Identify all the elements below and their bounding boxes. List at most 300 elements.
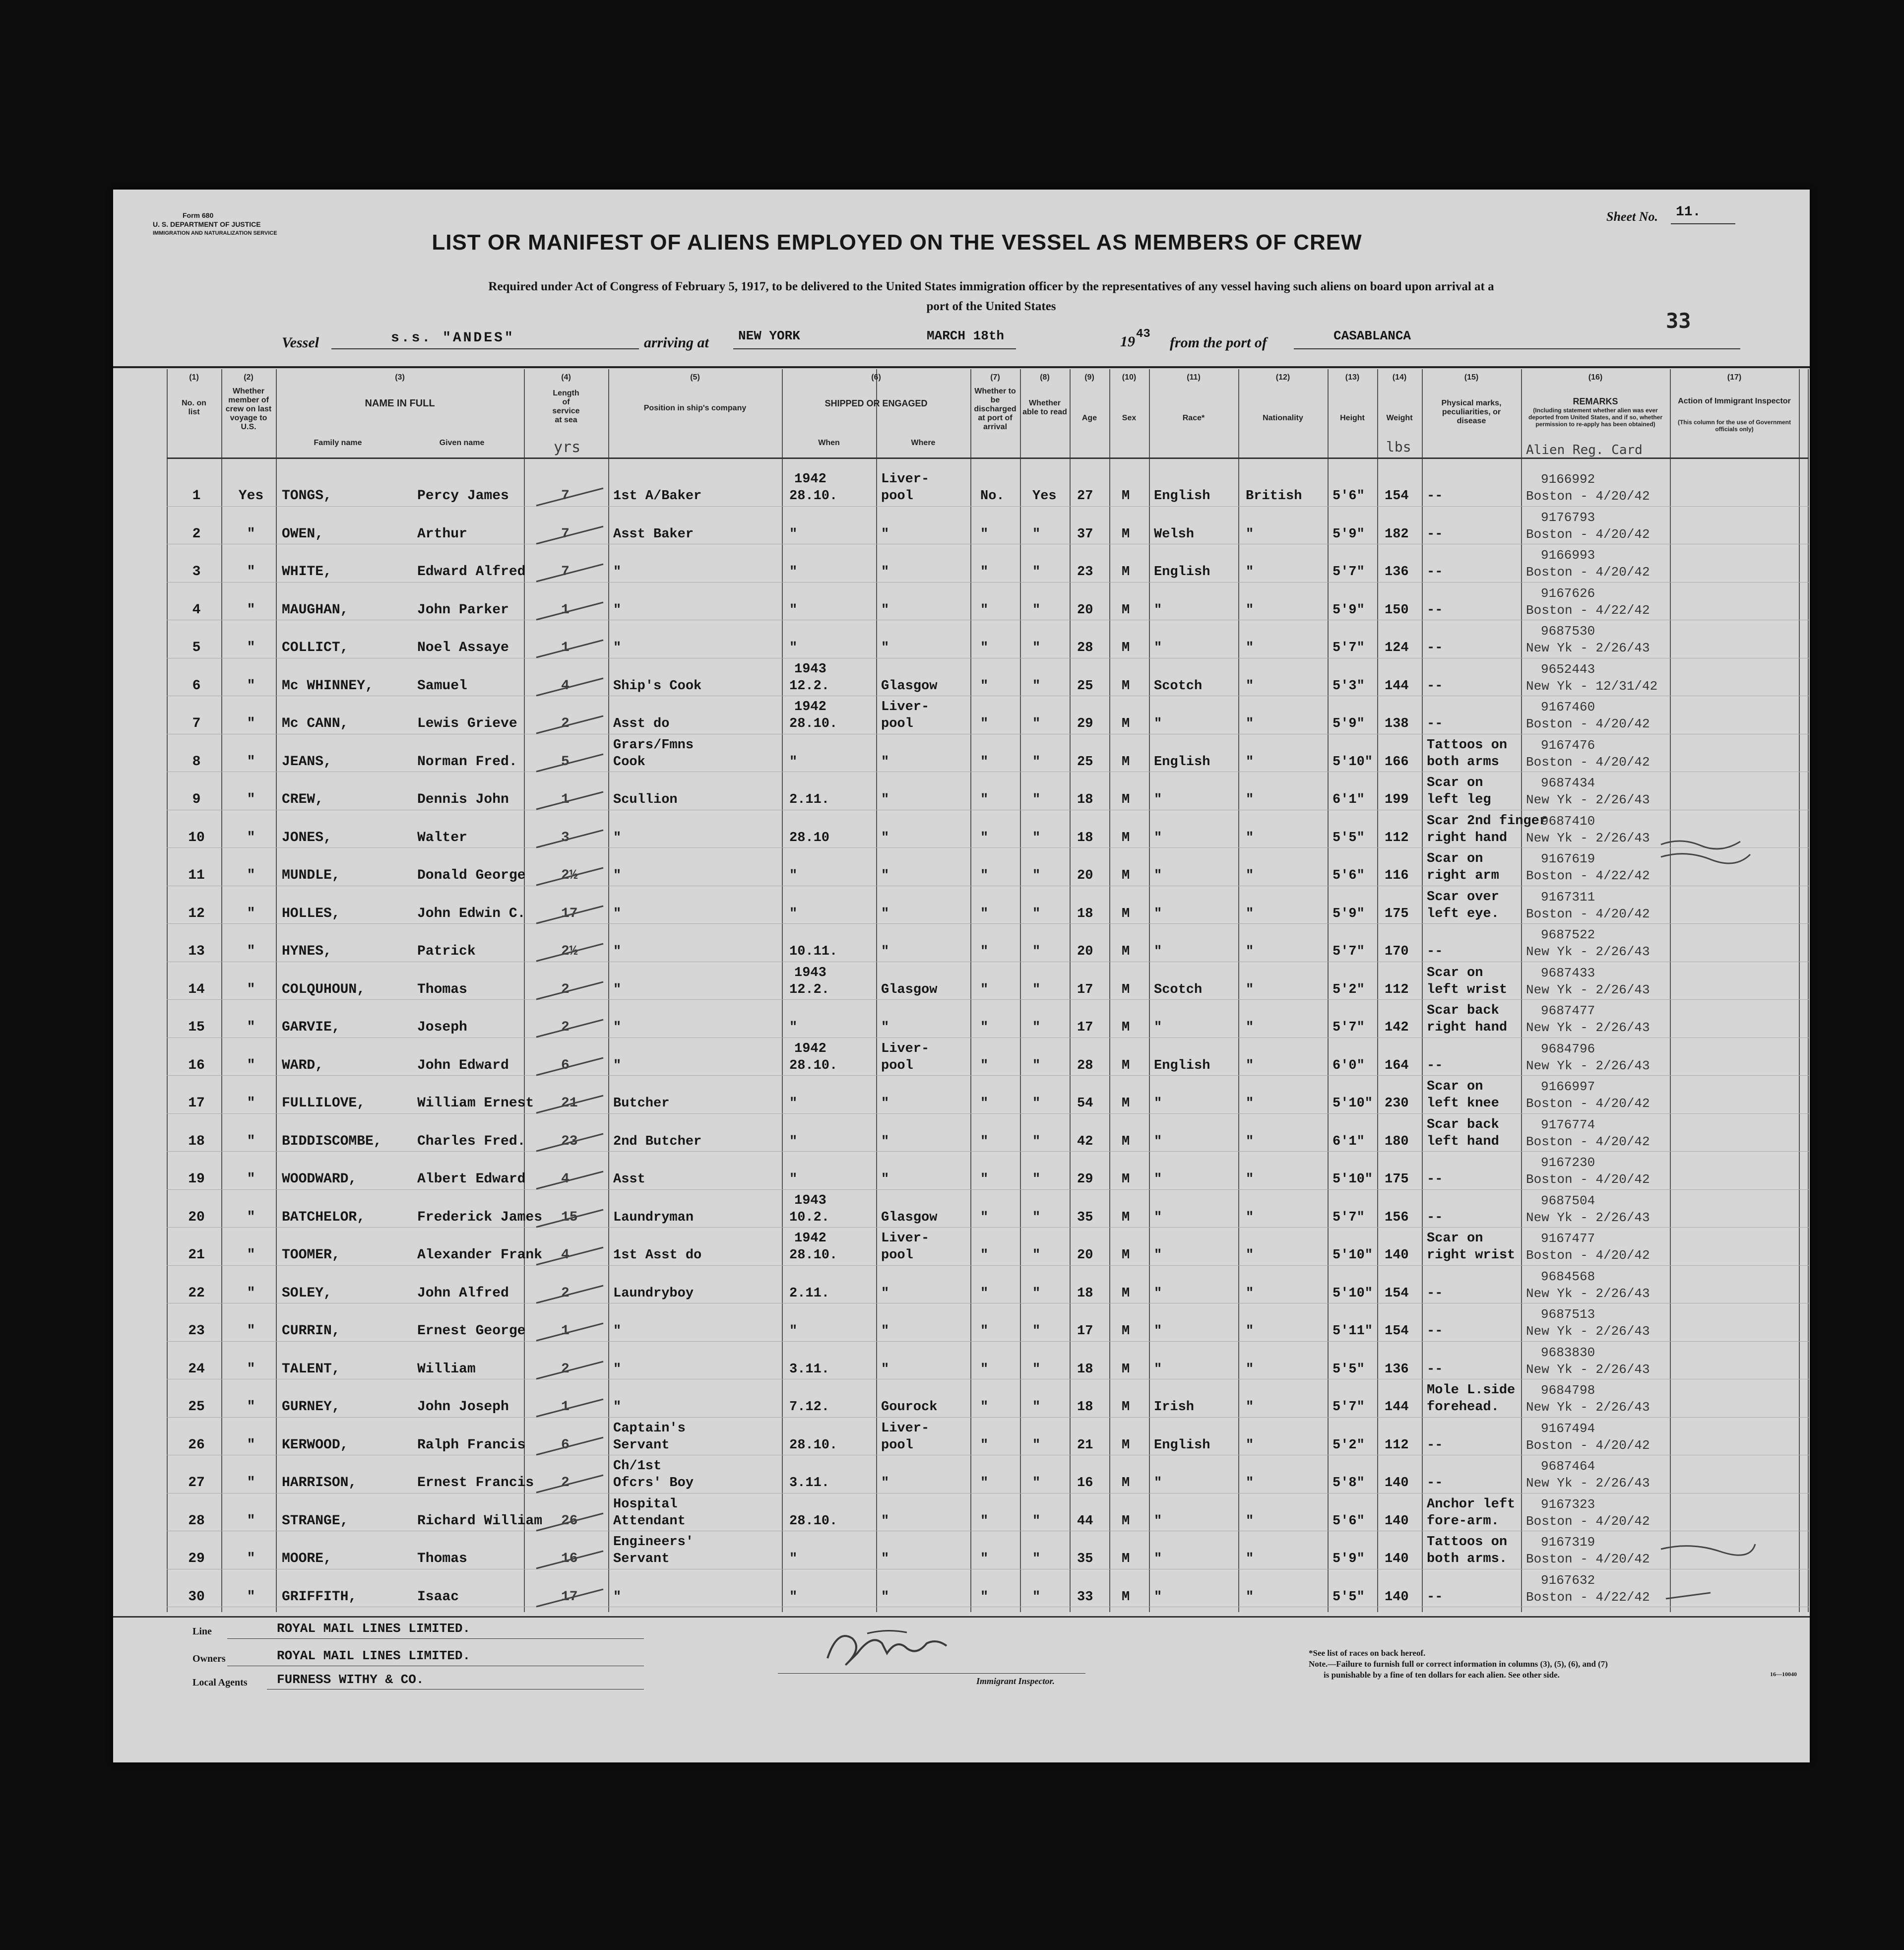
- form-subtitle-2: port of the United States: [926, 300, 1056, 313]
- cell-able-to-read: ": [1032, 1210, 1041, 1225]
- cell-shipped-when: 3.11.: [789, 1476, 830, 1491]
- cell-nationality: ": [1246, 1400, 1254, 1415]
- pencil-tick: [534, 1313, 608, 1343]
- form-number: Form 680: [183, 211, 214, 219]
- cell-sex: M: [1122, 754, 1130, 770]
- cell-able-to-read: ": [1032, 830, 1041, 845]
- cell-shipped-where: ": [881, 868, 889, 883]
- cell-family-name: KERWOOD,: [282, 1437, 349, 1453]
- from-port-label: from the port of: [1170, 334, 1267, 351]
- cell-physical-marks: left wrist: [1427, 982, 1508, 997]
- cell-shipped-where: pool: [881, 1058, 913, 1073]
- cell-discharged: No.: [980, 489, 1005, 504]
- cell-height: 5'2": [1333, 982, 1365, 997]
- cell-shipped-when: 2.11.: [789, 1286, 830, 1301]
- cell-shipped-when: ": [789, 1324, 798, 1339]
- cell-previous-voyage: ": [247, 1020, 255, 1035]
- col-4-num: (4): [561, 373, 571, 382]
- cell-age: 29: [1077, 716, 1093, 731]
- cell-able-to-read: ": [1032, 641, 1041, 655]
- cell-able-to-read: ": [1032, 602, 1041, 618]
- cell-weight: 144: [1385, 678, 1409, 694]
- cell-physical-marks: --: [1427, 716, 1443, 731]
- cell-row-number: 28: [188, 1513, 205, 1529]
- cell-shipped-where: ": [881, 565, 889, 580]
- cell-shipped-year: 1942: [794, 700, 826, 715]
- cell-alien-reg-card: 9166993: [1541, 548, 1595, 563]
- table-row: [167, 1038, 1809, 1076]
- year-suffix: 43: [1136, 327, 1150, 341]
- cell-nationality: ": [1246, 716, 1254, 731]
- cell-weight: 199: [1385, 792, 1409, 807]
- cell-given-name: John Parker: [417, 602, 509, 618]
- vessel-name: s.s. "ANDES": [391, 330, 515, 346]
- cell-alien-reg-card: 9167323: [1541, 1496, 1595, 1512]
- cell-discharged: ": [980, 526, 989, 542]
- cell-previous-voyage: ": [247, 754, 255, 770]
- cell-sex: M: [1122, 1513, 1130, 1529]
- cell-shipped-year: 1942: [794, 1231, 826, 1246]
- cell-age: 18: [1077, 906, 1093, 921]
- cell-remark: New Yk - 2/26/43: [1526, 641, 1650, 655]
- print-code: 16—10040: [1770, 1671, 1797, 1678]
- cell-shipped-where: ": [881, 754, 889, 770]
- cell-row-number: 20: [188, 1209, 205, 1225]
- cell-family-name: CURRIN,: [282, 1323, 340, 1339]
- cell-service-years: 2: [561, 981, 570, 997]
- cell-previous-voyage: ": [247, 944, 255, 959]
- cell-physical-marks: forehead.: [1427, 1400, 1499, 1415]
- cell-given-name: Patrick: [417, 944, 476, 959]
- arrival-port: NEW YORK: [738, 328, 800, 343]
- cell-sex: M: [1122, 1437, 1130, 1453]
- pencil-tick: [534, 934, 608, 964]
- cell-given-name: Isaac: [417, 1589, 459, 1605]
- cell-given-name: Joseph: [417, 1020, 467, 1035]
- cell-shipped-where: ": [881, 1286, 889, 1301]
- cell-race: ": [1154, 641, 1162, 655]
- cell-physical-marks: --: [1427, 1058, 1443, 1073]
- cell-sex: M: [1122, 678, 1130, 694]
- cell-given-name: Thomas: [417, 981, 467, 997]
- cell-remark: Boston - 4/20/42: [1526, 1134, 1650, 1149]
- table-row: [167, 583, 1809, 621]
- table-row: [167, 507, 1809, 545]
- cell-nationality: ": [1246, 641, 1254, 655]
- cell-remark: New Yk - 2/26/43: [1526, 982, 1650, 997]
- cell-height: 5'9": [1333, 526, 1365, 542]
- cell-physical-marks: --: [1427, 602, 1443, 618]
- cell-able-to-read: ": [1032, 754, 1041, 770]
- cell-physical-marks-top: Scar back: [1427, 1003, 1499, 1018]
- cell-given-name: Arthur: [417, 526, 467, 542]
- cell-able-to-read: ": [1032, 1552, 1041, 1566]
- cell-row-number: 15: [188, 1020, 205, 1035]
- cell-able-to-read: Yes: [1032, 489, 1057, 504]
- cell-nationality: ": [1246, 1437, 1254, 1453]
- cell-previous-voyage: ": [247, 868, 255, 883]
- cell-shipped-where: Glasgow: [881, 678, 938, 694]
- cell-able-to-read: ": [1032, 1513, 1041, 1529]
- col-14-header: Weight: [1386, 414, 1413, 422]
- cell-family-name: BATCHELOR,: [282, 1209, 366, 1225]
- owners-label: Owners: [192, 1653, 226, 1664]
- arriving-label: arriving at: [644, 334, 709, 351]
- cell-family-name: WARD,: [282, 1057, 324, 1073]
- cell-discharged: ": [980, 565, 989, 580]
- cell-age: 35: [1077, 1552, 1093, 1566]
- cell-age: 18: [1077, 792, 1093, 807]
- cell-given-name: Ralph Francis: [417, 1437, 526, 1453]
- cell-physical-marks: left eye.: [1427, 906, 1499, 921]
- col-6-where: Where: [911, 439, 936, 447]
- cell-shipped-where: Glasgow: [881, 1210, 938, 1225]
- pencil-tick: [534, 1428, 608, 1457]
- cell-position: ": [613, 982, 622, 997]
- col-6-num: (6): [871, 373, 881, 382]
- vessel-label: Vessel: [282, 334, 319, 351]
- cell-shipped-where: Glasgow: [881, 982, 938, 997]
- cell-age: 25: [1077, 678, 1093, 694]
- cell-height: 6'0": [1333, 1058, 1365, 1073]
- cell-previous-voyage: ": [247, 1209, 255, 1225]
- col-16-extra: Alien Reg. Card: [1526, 443, 1643, 457]
- cell-family-name: Mc CANN,: [282, 716, 349, 731]
- cell-discharged: ": [980, 602, 989, 618]
- cell-family-name: GURNEY,: [282, 1399, 340, 1415]
- col-14-unit: lbs: [1386, 439, 1411, 455]
- cell-service-years: 2: [561, 1361, 570, 1377]
- cell-height: 5'10": [1333, 1248, 1373, 1263]
- cell-row-number: 14: [188, 981, 205, 997]
- cell-shipped-when: ": [789, 1020, 798, 1035]
- cell-given-name: Noel Assaye: [417, 640, 509, 655]
- col-8-header: Whether able to read: [1022, 399, 1067, 416]
- cell-shipped-where: ": [881, 906, 889, 921]
- cell-weight: 140: [1385, 1552, 1409, 1566]
- sheet-label: Sheet No.: [1606, 209, 1658, 224]
- cell-sex: M: [1122, 1589, 1130, 1605]
- cell-alien-reg-card: 9166992: [1541, 472, 1595, 487]
- cell-position: Cook: [613, 754, 645, 770]
- col-15-header: Physical marks, peculiarities, or disease: [1441, 399, 1502, 425]
- cell-position: ": [613, 1589, 622, 1605]
- cell-alien-reg-card: 9167477: [1541, 1231, 1595, 1246]
- cell-shipped-where: pool: [881, 1248, 913, 1263]
- cell-race: ": [1154, 1172, 1162, 1187]
- cell-service-years: 7: [561, 564, 570, 580]
- cell-nationality: ": [1246, 906, 1254, 921]
- cell-race: ": [1154, 944, 1162, 959]
- cell-race: ": [1154, 868, 1162, 883]
- cell-sex: M: [1122, 1096, 1130, 1111]
- cell-service-years: 7: [561, 526, 570, 542]
- cell-weight: 175: [1385, 906, 1409, 921]
- cell-race: ": [1154, 1286, 1162, 1301]
- col-17-num: (17): [1727, 373, 1742, 382]
- cell-previous-voyage: ": [247, 906, 255, 921]
- cell-height: 5'5": [1333, 830, 1365, 845]
- cell-position: 2nd Butcher: [613, 1134, 702, 1149]
- cell-shipped-when: ": [789, 906, 798, 921]
- pencil-tick: [534, 858, 608, 888]
- cell-weight: 138: [1385, 716, 1409, 731]
- cell-physical-marks: left hand: [1427, 1134, 1499, 1149]
- cell-previous-voyage: ": [247, 716, 255, 731]
- pencil-tick: [534, 592, 608, 622]
- pencil-tick: [534, 972, 608, 1002]
- col-11-header: Race*: [1182, 414, 1205, 422]
- cell-alien-reg-card: 9167460: [1541, 700, 1595, 715]
- pencil-tick: [534, 1352, 608, 1381]
- cell-physical-marks: --: [1427, 1210, 1443, 1225]
- col-10-num: (10): [1122, 373, 1137, 382]
- cell-alien-reg-card: 9687410: [1541, 813, 1595, 829]
- cell-discharged: ": [980, 1286, 989, 1301]
- cell-discharged: ": [980, 1324, 989, 1339]
- cell-able-to-read: ": [1032, 1362, 1041, 1377]
- cell-weight: 136: [1385, 1362, 1409, 1377]
- cell-sex: M: [1122, 716, 1130, 731]
- cell-able-to-read: ": [1032, 1020, 1041, 1035]
- pencil-tick: [534, 1086, 608, 1115]
- cell-able-to-read: ": [1032, 526, 1041, 542]
- cell-shipped-where: Gourock: [881, 1400, 938, 1415]
- cell-remark: New Yk - 2/26/43: [1526, 1020, 1650, 1035]
- cell-nationality: ": [1246, 1210, 1254, 1225]
- cell-discharged: ": [980, 1020, 989, 1035]
- cell-age: 21: [1077, 1437, 1093, 1453]
- cell-height: 5'3": [1333, 678, 1365, 694]
- cell-alien-reg-card: 9167230: [1541, 1155, 1595, 1170]
- cell-row-number: 22: [188, 1285, 205, 1301]
- col-13-num: (13): [1345, 373, 1360, 382]
- cell-position: ": [613, 1400, 622, 1415]
- cell-age: 35: [1077, 1210, 1093, 1225]
- cell-weight: 180: [1385, 1134, 1409, 1149]
- cell-nationality: ": [1246, 944, 1254, 959]
- cell-nationality: ": [1246, 792, 1254, 807]
- cell-sex: M: [1122, 1362, 1130, 1377]
- cell-nationality: ": [1246, 1513, 1254, 1529]
- cell-weight: 112: [1385, 830, 1409, 845]
- cell-height: 5'8": [1333, 1476, 1365, 1491]
- cell-service-years: 23: [561, 1133, 578, 1149]
- cell-race: ": [1154, 602, 1162, 618]
- cell-race: ": [1154, 1248, 1162, 1263]
- cell-previous-voyage: ": [247, 1399, 255, 1415]
- cell-age: 25: [1077, 754, 1093, 770]
- cell-position: 1st Asst do: [613, 1248, 702, 1263]
- col-7-header: Whether to be discharged at port of arrival: [974, 387, 1016, 431]
- pencil-tick: [534, 820, 608, 850]
- cell-remark: New Yk - 2/26/43: [1526, 944, 1650, 959]
- cell-row-number: 13: [188, 944, 205, 959]
- cell-shipped-where: ": [881, 830, 889, 845]
- cell-race: ": [1154, 906, 1162, 921]
- cell-sex: M: [1122, 1172, 1130, 1187]
- cell-nationality: ": [1246, 526, 1254, 542]
- cell-previous-voyage: Yes: [238, 488, 264, 504]
- cell-position: Ofcrs' Boy: [613, 1476, 694, 1491]
- cell-position: ": [613, 1020, 622, 1035]
- col-17-note: (This column for the use of Government officials only): [1677, 419, 1791, 433]
- col-15-num: (15): [1464, 373, 1479, 382]
- cell-able-to-read: ": [1032, 1248, 1041, 1263]
- cell-shipped-where: ": [881, 526, 889, 542]
- col-14-num: (14): [1392, 373, 1407, 382]
- cell-shipped-when: 28.10.: [789, 1248, 838, 1263]
- cell-previous-voyage: ": [247, 1171, 255, 1187]
- col-4-header: Length of service at sea: [552, 389, 580, 424]
- cell-shipped-where-top: Liver-: [881, 472, 930, 487]
- table-row: [167, 1303, 1809, 1342]
- cell-remark: New Yk - 2/26/43: [1526, 1362, 1650, 1377]
- col-6-header: SHIPPED OR ENGAGED: [825, 398, 928, 408]
- cell-physical-marks-top: Scar on: [1427, 851, 1483, 866]
- table-row: [167, 1531, 1809, 1569]
- pencil-tick: [534, 782, 608, 812]
- cell-previous-voyage: ": [247, 1551, 255, 1566]
- cell-previous-voyage: ": [247, 981, 255, 997]
- cell-position: ": [613, 830, 622, 845]
- pencil-tick: [534, 1162, 608, 1191]
- cell-weight: 182: [1385, 526, 1409, 542]
- cell-shipped-when: ": [789, 526, 798, 542]
- cell-nationality: ": [1246, 1248, 1254, 1263]
- cell-shipped-where-top: Liver-: [881, 1041, 930, 1056]
- cell-sex: M: [1122, 526, 1130, 542]
- cell-shipped-when: ": [789, 641, 798, 655]
- cell-discharged: ": [980, 678, 989, 694]
- cell-nationality: ": [1246, 1589, 1254, 1605]
- cell-race: ": [1154, 1324, 1162, 1339]
- cell-service-years: 2: [561, 1020, 570, 1035]
- cell-weight: 154: [1385, 1286, 1409, 1301]
- cell-position: ": [613, 602, 622, 618]
- pencil-tick: [534, 478, 608, 508]
- cell-height: 5'9": [1333, 906, 1365, 921]
- cell-alien-reg-card: 9167494: [1541, 1421, 1595, 1436]
- cell-alien-reg-card: 9176774: [1541, 1117, 1595, 1132]
- cell-physical-marks: both arms: [1427, 754, 1499, 770]
- cell-given-name: William Ernest: [417, 1096, 534, 1111]
- pencil-tick: [534, 1465, 608, 1495]
- cell-family-name: WHITE,: [282, 564, 332, 580]
- cell-alien-reg-card: 9683830: [1541, 1345, 1595, 1360]
- year-prefix: 19: [1120, 333, 1135, 350]
- cell-previous-voyage: ": [247, 640, 255, 655]
- col-3-family: Family name: [314, 439, 362, 447]
- cell-sex: M: [1122, 1134, 1130, 1149]
- cell-given-name: Walter: [417, 830, 467, 845]
- cell-nationality: ": [1246, 1324, 1254, 1339]
- cell-physical-marks-top: Mole L.side: [1427, 1383, 1516, 1398]
- cell-given-name: Samuel: [417, 678, 467, 694]
- cell-shipped-year: 1943: [794, 661, 826, 677]
- cell-physical-marks: right hand: [1427, 830, 1508, 845]
- pencil-tick: [534, 706, 608, 736]
- cell-able-to-read: ": [1032, 678, 1041, 694]
- cell-remark: New Yk - 2/26/43: [1526, 1476, 1650, 1491]
- cell-position: Laundryboy: [613, 1286, 694, 1301]
- cell-weight: 164: [1385, 1058, 1409, 1073]
- cell-service-years: 2: [561, 1475, 570, 1491]
- cell-age: 17: [1077, 982, 1093, 997]
- cell-height: 5'5": [1333, 1362, 1365, 1377]
- cell-race: ": [1154, 1096, 1162, 1111]
- cell-shipped-when: 28.10: [789, 830, 830, 845]
- cell-discharged: ": [980, 1437, 989, 1453]
- cell-family-name: MAUGHAN,: [282, 602, 349, 618]
- cell-given-name: Frederick James: [417, 1209, 543, 1225]
- cell-shipped-where-top: Liver-: [881, 1421, 930, 1436]
- cell-race: ": [1154, 716, 1162, 731]
- cell-previous-voyage: ": [247, 1133, 255, 1149]
- cell-alien-reg-card: 9166997: [1541, 1079, 1595, 1094]
- cell-alien-reg-card: 9167311: [1541, 889, 1595, 905]
- cell-service-years: 2½: [561, 868, 578, 883]
- cell-remark: Boston - 4/20/42: [1526, 716, 1650, 731]
- cell-alien-reg-card: 9684568: [1541, 1269, 1595, 1284]
- cell-sex: M: [1122, 1476, 1130, 1491]
- cell-given-name: Edward Alfred: [417, 564, 526, 580]
- cell-alien-reg-card: 9687513: [1541, 1307, 1595, 1322]
- cell-nationality: ": [1246, 830, 1254, 845]
- cell-alien-reg-card: 9687434: [1541, 776, 1595, 790]
- cell-physical-marks: --: [1427, 1589, 1443, 1605]
- cell-service-years: 6: [561, 1057, 570, 1073]
- cell-previous-voyage: ": [247, 1475, 255, 1491]
- cell-previous-voyage: ": [247, 1247, 255, 1263]
- cell-row-number: 29: [188, 1551, 205, 1566]
- table-row: [167, 1266, 1809, 1304]
- cell-position: ": [613, 565, 622, 580]
- cell-physical-marks-top: Scar on: [1427, 965, 1483, 980]
- cell-shipped-when: 10.2.: [789, 1210, 830, 1225]
- cell-family-name: COLQUHOUN,: [282, 981, 366, 997]
- line-label: Line: [192, 1626, 212, 1637]
- cell-height: 5'7": [1333, 1020, 1365, 1035]
- cell-row-number: 12: [188, 906, 205, 921]
- cell-discharged: ": [980, 641, 989, 655]
- cell-family-name: MUNDLE,: [282, 868, 340, 883]
- cell-shipped-when: ": [789, 602, 798, 618]
- cell-height: 6'1": [1333, 792, 1365, 807]
- cell-family-name: OWEN,: [282, 526, 324, 542]
- cell-age: 20: [1077, 868, 1093, 883]
- cell-race: ": [1154, 830, 1162, 845]
- cell-family-name: GARVIE,: [282, 1020, 340, 1035]
- cell-shipped-when: ": [789, 1172, 798, 1187]
- cell-remark: New Yk - 2/26/43: [1526, 830, 1650, 845]
- cell-shipped-where: ": [881, 1324, 889, 1339]
- col-13-header: Height: [1340, 414, 1365, 422]
- cell-physical-marks-top: Scar 2nd finger: [1427, 813, 1548, 829]
- cell-physical-marks-top: Anchor left: [1427, 1496, 1516, 1512]
- cell-previous-voyage: ": [247, 1437, 255, 1453]
- cell-age: 37: [1077, 526, 1093, 542]
- cell-physical-marks: --: [1427, 678, 1443, 694]
- col-6-when: When: [818, 439, 840, 447]
- cell-height: 5'10": [1333, 754, 1373, 770]
- cell-weight: 140: [1385, 1589, 1409, 1605]
- cell-remark: Boston - 4/22/42: [1526, 1589, 1650, 1605]
- cell-remark: Boston - 4/22/42: [1526, 602, 1650, 618]
- cell-able-to-read: ": [1032, 792, 1041, 807]
- cell-race: Scotch: [1154, 678, 1203, 694]
- col-9-header: Age: [1081, 414, 1097, 422]
